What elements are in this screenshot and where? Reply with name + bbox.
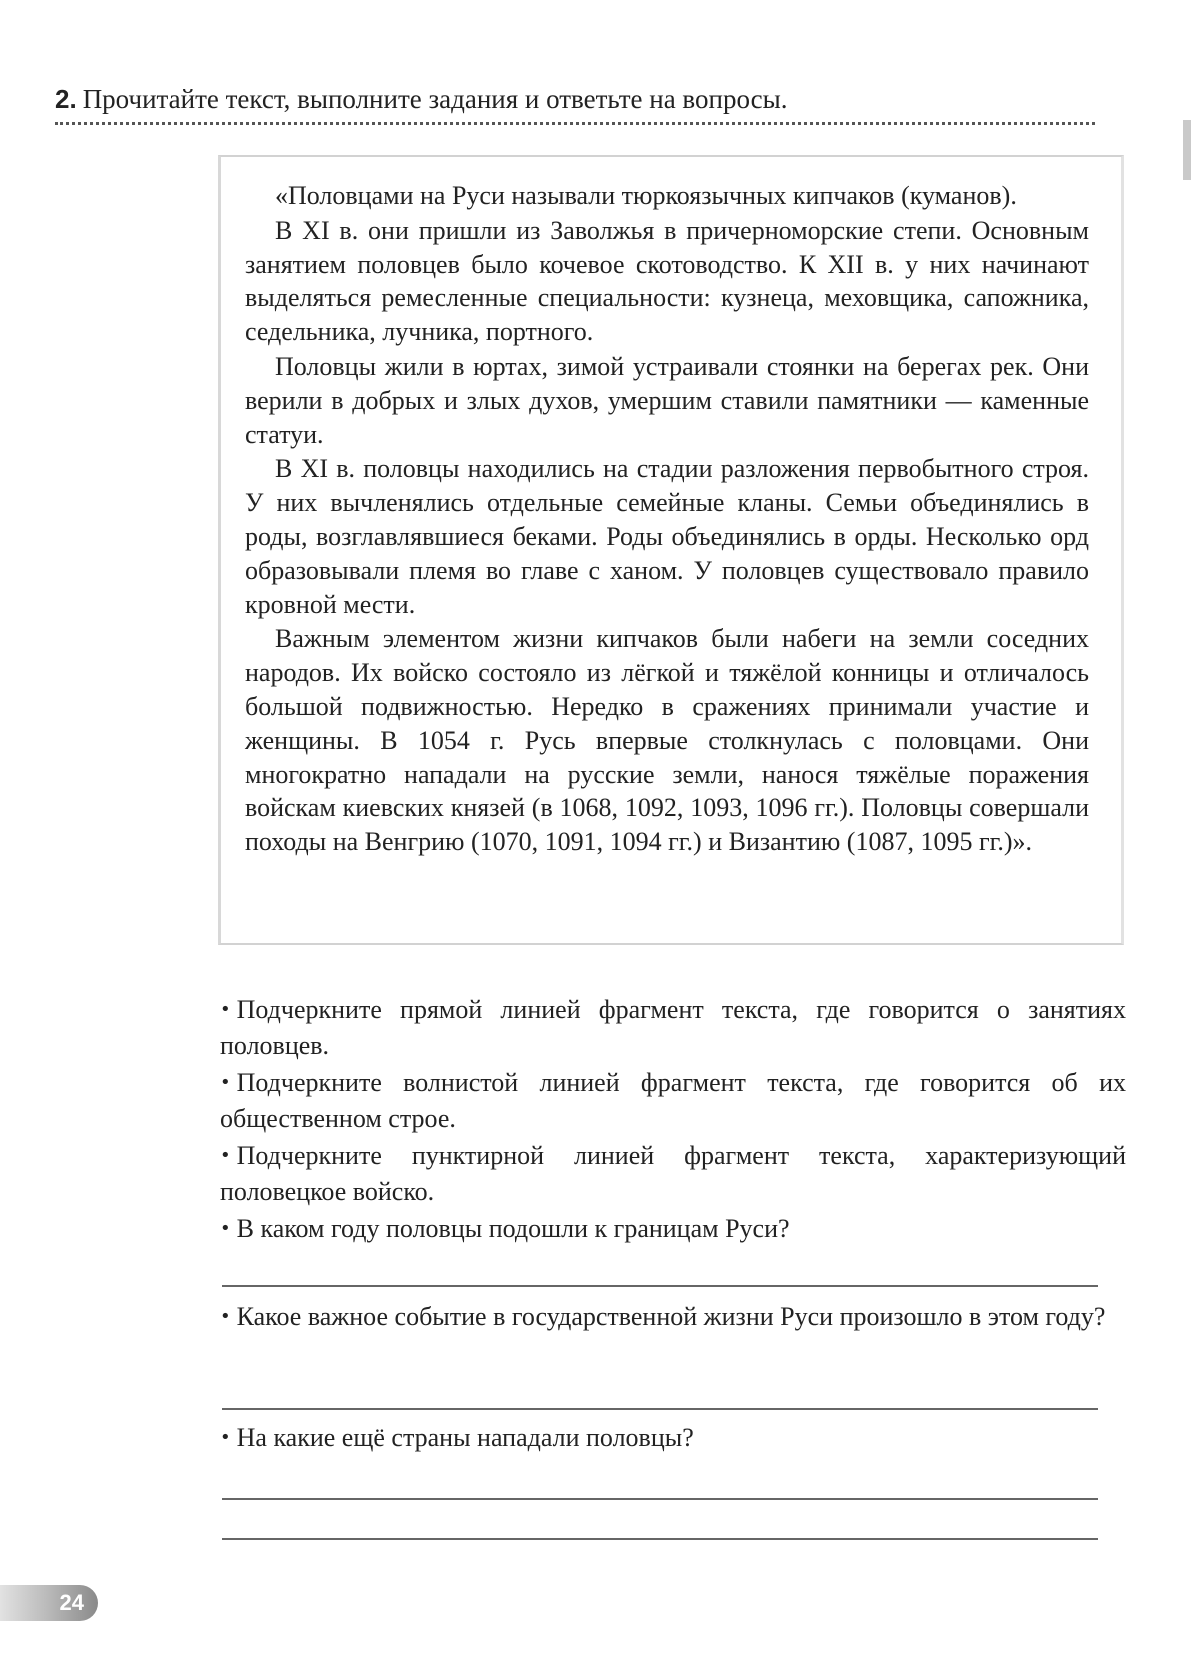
bullet-icon: • <box>220 1145 231 1166</box>
text-paragraph: «Половцами на Руси называли тюркоязычных кипчаков (куманов). <box>275 181 1017 210</box>
dotted-divider <box>55 122 1095 125</box>
task-number: 2. <box>55 84 77 114</box>
task-item <box>220 1300 1126 1336</box>
page-number-badge: 24 <box>0 1585 98 1621</box>
answer-line[interactable] <box>222 1498 1098 1500</box>
bullet-icon: • <box>220 1072 231 1093</box>
task-text: Какое важное событие в государственной жизни Руси произошло в этом году? <box>236 1302 1106 1331</box>
text-paragraph: Важным элементом жизни кипчаков были набеги на земли соседних народов. Их войско состояло из лёгкой и тяжёлой конницы и отличалось большой подвижностью. Нередко в сражениях принимали участие и женщины. В 1054 г. Русь впервые столкнулась с половцами. Они многократно нападали на русские земли, нанося тяжёлые поражения войскам киевских князей (в 1068, 1092, 1093, 1096 гг.). Половцы совершали походы на Венгрию (1070, 1091, 1094 гг.) и Византию (1087, 1095 гг.)». <box>245 624 1089 857</box>
task-instruction: Прочитайте текст, выполните задания и ответьте на вопросы. <box>82 84 788 114</box>
bullet-icon: • <box>220 999 231 1020</box>
task-header <box>55 82 1095 116</box>
answer-line[interactable] <box>222 1538 1098 1540</box>
task-item <box>220 1139 1126 1208</box>
text-paragraph: В XI в. они пришли из Заволжья в причерноморские степи. Основным занятием половцев было кочевое скотоводство. К XII в. у них начинают выделяться ремесленные специальности: кузнеца, меховщика, сапожника, седельника, лучника, портного. <box>245 215 1089 347</box>
bullet-icon: • <box>220 1427 231 1448</box>
source-text-box <box>218 155 1124 945</box>
task-item <box>220 1066 1126 1135</box>
task-text: Подчеркните прямой линией фрагмент текста, где говорится о занятиях половцев. <box>220 995 1126 1060</box>
task-item <box>220 1212 1126 1248</box>
answer-line[interactable] <box>222 1408 1098 1410</box>
task-text: На какие ещё страны нападали половцы? <box>236 1423 694 1452</box>
task-text: Подчеркните пунктирной линией фрагмент текста, характеризующий половецкое войско. <box>220 1141 1126 1206</box>
task-text: Подчеркните волнистой линией фрагмент текста, где говорится об их общественном строе. <box>220 1068 1126 1133</box>
scan-edge-mark <box>1183 120 1191 180</box>
task-item <box>220 993 1126 1062</box>
task-item <box>220 1421 1126 1457</box>
text-paragraph: Половцы жили в юртах, зимой устраивали стоянки на берегах рек. Они верили в добрых и злых духов, умершим ставили памятники — каменные статуи. <box>245 351 1089 449</box>
text-paragraph: В XI в. половцы находились на стадии разложения первобытного строя. У них вычленялись отдельные семейные кланы. Семьи объединялись в роды, возглавлявшиеся беками. Роды объединялись в орды. Несколько орд образовывали племя во главе с ханом. У половцев существовало правило кровной мести. <box>245 454 1089 619</box>
bullet-icon: • <box>220 1306 231 1327</box>
answer-line[interactable] <box>222 1285 1098 1287</box>
task-text: В каком году половцы подошли к границам Руси? <box>236 1214 790 1243</box>
bullet-icon: • <box>220 1218 231 1239</box>
